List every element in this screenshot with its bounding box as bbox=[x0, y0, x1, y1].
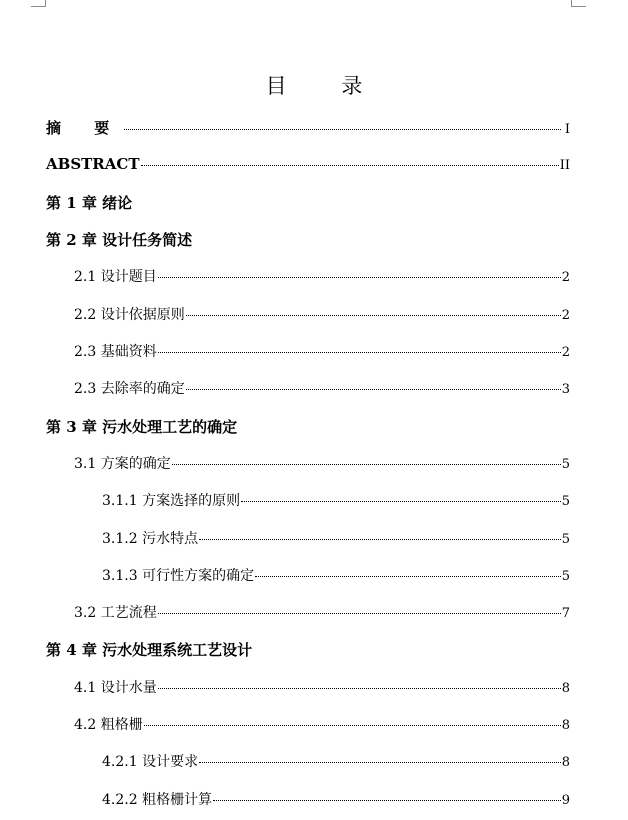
toc-entry-label: 第 1 章 绪论 bbox=[46, 193, 133, 212]
toc-dot-leader bbox=[199, 762, 561, 763]
toc-entry-label: 4.2 粗格栅 bbox=[74, 717, 143, 734]
toc-entry-line bbox=[46, 714, 570, 738]
toc-dot-leader bbox=[141, 165, 559, 166]
toc-entry[interactable] bbox=[46, 626, 570, 663]
toc-entry[interactable] bbox=[46, 253, 570, 290]
toc-entry-line bbox=[46, 490, 570, 514]
toc-entry[interactable] bbox=[46, 290, 570, 327]
toc-entry-label: 第 2 章 设计任务简述 bbox=[46, 231, 193, 250]
toc-entry-label: 4.2.2 粗格栅计算 bbox=[102, 791, 213, 808]
toc-entry-line bbox=[46, 341, 570, 365]
toc-dot-leader bbox=[158, 613, 561, 614]
toc-entry-line bbox=[46, 266, 570, 290]
toc-dot-leader bbox=[186, 315, 561, 316]
toc-entry-line bbox=[46, 229, 570, 253]
toc-title: 目 录 bbox=[265, 74, 387, 98]
toc-entry-label: 第 4 章 污水处理系统工艺设计 bbox=[46, 641, 253, 660]
toc-entry-page-number: 5 bbox=[561, 568, 570, 584]
toc-entry-line bbox=[46, 155, 570, 179]
toc-dot-leader bbox=[199, 539, 561, 540]
toc-dot-leader bbox=[213, 800, 561, 801]
toc-entry-page-number: 8 bbox=[561, 718, 570, 734]
toc-entry[interactable] bbox=[46, 775, 570, 812]
toc-entry-page-number: II bbox=[559, 157, 570, 173]
toc-entry-label: ABSTRACT bbox=[46, 154, 140, 173]
toc-entry-label: 2.1 设计题目 bbox=[74, 269, 157, 286]
toc-entry-label: 3.2 工艺流程 bbox=[74, 605, 157, 622]
toc-entry-label: 3.1.1 方案选择的原则 bbox=[102, 493, 241, 510]
toc-entry-label: 3.1 方案的确定 bbox=[74, 455, 171, 472]
toc-dot-leader bbox=[241, 501, 561, 502]
table-of-contents bbox=[46, 104, 570, 813]
toc-entry-label: 2.3 基础资料 bbox=[74, 344, 157, 361]
toc-entry-page-number: 2 bbox=[561, 345, 570, 361]
toc-dot-leader bbox=[158, 688, 561, 689]
toc-dot-leader bbox=[158, 352, 561, 353]
page-corner-mark-right bbox=[571, 0, 586, 7]
toc-entry-page-number: 3 bbox=[561, 382, 570, 398]
toc-entry-page-number: 8 bbox=[561, 680, 570, 696]
toc-entry-page-number: 8 bbox=[561, 755, 570, 771]
toc-dot-leader bbox=[186, 389, 561, 390]
toc-entry-label: 2.2 设计依据原则 bbox=[74, 306, 185, 323]
toc-entry-label: 2.3 去除率的确定 bbox=[74, 381, 185, 398]
toc-entry-line bbox=[46, 416, 570, 440]
toc-entry-line bbox=[46, 528, 570, 552]
toc-entry-line bbox=[46, 304, 570, 328]
toc-entry-label: 第 3 章 污水处理工艺的确定 bbox=[46, 417, 238, 436]
toc-dot-leader bbox=[158, 277, 561, 278]
toc-entry[interactable] bbox=[46, 589, 570, 626]
toc-entry[interactable] bbox=[46, 216, 570, 253]
toc-entry[interactable] bbox=[46, 365, 570, 402]
toc-entry[interactable] bbox=[46, 402, 570, 439]
toc-dot-leader bbox=[172, 464, 561, 465]
toc-entry-page-number: 7 bbox=[561, 606, 570, 622]
page-corner-mark-left bbox=[31, 0, 46, 7]
toc-entry-line bbox=[46, 192, 570, 216]
toc-entry-line bbox=[46, 378, 570, 402]
toc-dot-leader bbox=[124, 129, 561, 130]
toc-entry-line bbox=[46, 639, 570, 663]
toc-entry-page-number: I bbox=[564, 122, 570, 138]
toc-entry-label: 4.1 设计水量 bbox=[74, 679, 157, 696]
toc-entry-label: 4.2.1 设计要求 bbox=[102, 754, 199, 771]
toc-entry[interactable] bbox=[46, 514, 570, 551]
toc-entry-label: 3.1.2 污水特点 bbox=[102, 530, 199, 547]
toc-entry[interactable] bbox=[46, 328, 570, 365]
toc-dot-leader bbox=[255, 576, 561, 577]
toc-entry-page-number: 5 bbox=[561, 494, 570, 510]
toc-entry-page-number: 2 bbox=[561, 307, 570, 323]
toc-entry-label: 3.1.3 可行性方案的确定 bbox=[102, 567, 255, 584]
toc-entry[interactable] bbox=[46, 440, 570, 477]
toc-entry-line bbox=[46, 602, 570, 626]
toc-entry-line bbox=[46, 117, 570, 141]
toc-entry-line bbox=[46, 453, 570, 477]
toc-entry-page-number: 9 bbox=[561, 792, 570, 808]
toc-entry[interactable] bbox=[46, 738, 570, 775]
toc-entry-page-number: 5 bbox=[561, 456, 570, 472]
toc-entry[interactable] bbox=[46, 552, 570, 589]
toc-entry-page-number: 2 bbox=[561, 270, 570, 286]
toc-entry[interactable] bbox=[46, 477, 570, 514]
toc-entry[interactable] bbox=[46, 663, 570, 700]
toc-entry[interactable] bbox=[46, 104, 570, 141]
toc-entry-line bbox=[46, 677, 570, 701]
toc-entry-page-number: 5 bbox=[561, 531, 570, 547]
toc-entry[interactable] bbox=[46, 141, 570, 178]
toc-entry-line bbox=[46, 751, 570, 775]
toc-entry-label: 摘 要 bbox=[46, 119, 124, 138]
toc-entry[interactable] bbox=[46, 179, 570, 216]
toc-dot-leader bbox=[144, 725, 561, 726]
toc-entry[interactable] bbox=[46, 701, 570, 738]
toc-entry-line bbox=[46, 565, 570, 589]
toc-entry-line bbox=[46, 789, 570, 813]
